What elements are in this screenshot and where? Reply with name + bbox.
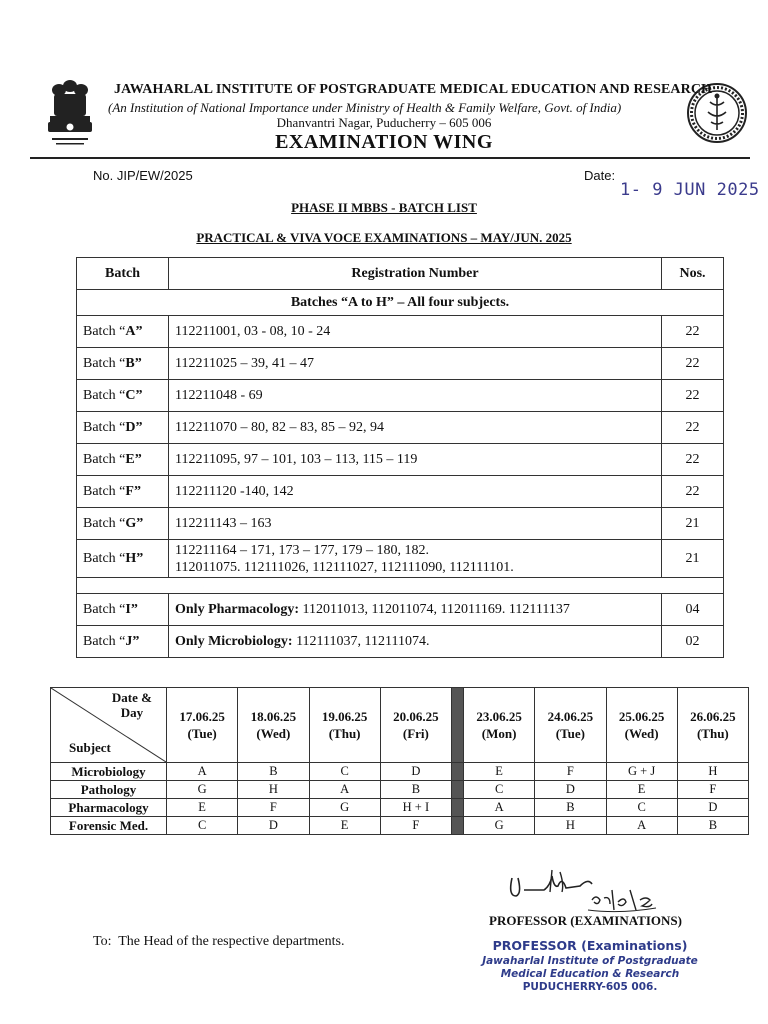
col-header-registration: Registration Number <box>169 258 662 290</box>
batch-assignment: A <box>606 817 677 835</box>
registration-numbers: 112211164 – 171, 173 – 177, 179 – 180, 182. 112011075. 112111026, 112111027, 112111090, 112111101. <box>169 540 662 578</box>
table-row <box>77 412 724 444</box>
schedule-row <box>51 799 749 817</box>
batch-name: Batch “H” <box>77 540 169 578</box>
week-separator <box>452 799 464 817</box>
col-header-batch: Batch <box>77 258 169 290</box>
schedule-row <box>51 763 749 781</box>
corner-date-label: Date & Day <box>111 690 152 720</box>
recipient-line: To: The Head of the respective departments. <box>93 934 345 949</box>
batch-count: 21 <box>662 540 724 578</box>
batch-name: Batch “A” <box>77 316 169 348</box>
batch-count: 04 <box>662 594 724 626</box>
batch-count: 22 <box>662 316 724 348</box>
batch-assignment: H + I <box>380 799 451 817</box>
batch-name: Batch “E” <box>77 444 169 476</box>
schedule-date-header: 23.06.25 (Mon) <box>464 688 535 763</box>
batch-name: Batch “D” <box>77 412 169 444</box>
batch-count: 22 <box>662 412 724 444</box>
header-divider <box>30 157 750 159</box>
batch-name: Batch “B” <box>77 348 169 380</box>
batch-count: 22 <box>662 444 724 476</box>
week-separator <box>452 763 464 781</box>
registration-numbers: 112211001, 03 - 08, 10 - 24 <box>169 316 662 348</box>
batch-assignment: B <box>677 817 748 835</box>
table-row <box>77 316 724 348</box>
batch-assignment: A <box>167 763 238 781</box>
batch-assignment: F <box>535 763 606 781</box>
batch-assignment: H <box>677 763 748 781</box>
institute-address: Dhanvantri Nagar, Puducherry – 605 006 <box>276 115 492 130</box>
batch-assignment: G + J <box>606 763 677 781</box>
registration-numbers: Only Pharmacology: 112011013, 112011074, 112011169. 112111137 <box>169 594 662 626</box>
batch-count: 22 <box>662 380 724 412</box>
schedule-date-header: 19.06.25 (Thu) <box>309 688 380 763</box>
batch-assignment: D <box>535 781 606 799</box>
schedule-date-header: 26.06.25 (Thu) <box>677 688 748 763</box>
batch-assignment: F <box>677 781 748 799</box>
table-row <box>77 508 724 540</box>
batch-assignment: E <box>464 763 535 781</box>
table-row <box>77 380 724 412</box>
batch-count: 22 <box>662 348 724 380</box>
batch-group-label: Batches “A to H” – All four subjects. <box>77 290 724 316</box>
batch-assignment: B <box>380 781 451 799</box>
table-row <box>77 476 724 508</box>
schedule-date-header: 20.06.25 (Fri) <box>380 688 451 763</box>
registration-numbers: 112211095, 97 – 101, 103 – 113, 115 – 119 <box>169 444 662 476</box>
batch-assignment: C <box>464 781 535 799</box>
corner-subject-label: Subject <box>69 740 111 755</box>
batch-assignment: E <box>167 799 238 817</box>
institute-name: JAWAHARLAL INSTITUTE OF POSTGRADUATE MEDICAL EDUCATION AND RESEARCH <box>114 82 713 97</box>
batch-assignment: D <box>380 763 451 781</box>
registration-numbers: 112211025 – 39, 41 – 47 <box>169 348 662 380</box>
week-separator <box>452 688 464 763</box>
batch-count: 22 <box>662 476 724 508</box>
wing-title: EXAMINATION WING <box>275 131 493 153</box>
batch-count: 02 <box>662 626 724 658</box>
batch-assignment: C <box>309 763 380 781</box>
batch-assignment: G <box>167 781 238 799</box>
batch-assignment: F <box>238 799 309 817</box>
batch-table <box>76 257 724 658</box>
batch-list-title: PHASE II MBBS - BATCH LIST <box>291 200 477 215</box>
subject-name: Microbiology <box>51 763 167 781</box>
batch-assignment: C <box>167 817 238 835</box>
batch-name: Batch “J” <box>77 626 169 658</box>
registration-numbers: 112211120 -140, 142 <box>169 476 662 508</box>
subject-name: Forensic Med. <box>51 817 167 835</box>
batch-assignment: C <box>606 799 677 817</box>
batch-name: Batch “F” <box>77 476 169 508</box>
batch-assignment: D <box>238 817 309 835</box>
table-row <box>77 626 724 658</box>
table-row <box>77 594 724 626</box>
batch-assignment: G <box>309 799 380 817</box>
batch-name: Batch “I” <box>77 594 169 626</box>
batch-count: 21 <box>662 508 724 540</box>
registration-numbers: 112211070 – 80, 82 – 83, 85 – 92, 94 <box>169 412 662 444</box>
batch-assignment: H <box>238 781 309 799</box>
batch-assignment: H <box>535 817 606 835</box>
batch-assignment: G <box>464 817 535 835</box>
subject-name: Pathology <box>51 781 167 799</box>
week-separator <box>452 817 464 835</box>
table-row <box>77 444 724 476</box>
schedule-row <box>51 781 749 799</box>
col-header-nos: Nos. <box>662 258 724 290</box>
registration-numbers: Only Microbiology: 112111037, 112111074. <box>169 626 662 658</box>
batch-assignment: B <box>238 763 309 781</box>
batch-assignment: E <box>309 817 380 835</box>
exam-title: PRACTICAL & VIVA VOCE EXAMINATIONS – MAY/JUN. 2025 <box>196 230 572 245</box>
batch-assignment: E <box>606 781 677 799</box>
batch-name: Batch “C” <box>77 380 169 412</box>
table-row <box>77 348 724 380</box>
schedule-table <box>50 687 749 835</box>
batch-assignment: A <box>464 799 535 817</box>
registration-numbers: 112211048 - 69 <box>169 380 662 412</box>
schedule-date-header: 17.06.25 (Tue) <box>167 688 238 763</box>
batch-assignment: F <box>380 817 451 835</box>
week-separator <box>452 781 464 799</box>
table-row <box>77 540 724 578</box>
schedule-row <box>51 817 749 835</box>
signer-title: PROFESSOR (EXAMINATIONS) <box>489 913 682 928</box>
batch-name: Batch “G” <box>77 508 169 540</box>
spacer-row <box>77 578 724 594</box>
batch-assignment: A <box>309 781 380 799</box>
schedule-date-header: 18.06.25 (Wed) <box>238 688 309 763</box>
institute-subtitle: (An Institution of National Importance under Ministry of Health & Family Welfare, Govt. of India) <box>108 100 622 115</box>
signature-mark <box>500 866 660 916</box>
reference-number: No. JIP/EW/2025 <box>93 168 193 183</box>
batch-assignment: D <box>677 799 748 817</box>
schedule-corner-cell <box>51 688 167 763</box>
subject-name: Pharmacology <box>51 799 167 817</box>
official-stamp: PROFESSOR (Examinations) Jawaharlal Institute of Postgraduate Medical Education & Research PUDUCHERRY-605 006. <box>482 938 698 993</box>
schedule-date-header: 24.06.25 (Tue) <box>535 688 606 763</box>
batch-assignment: B <box>535 799 606 817</box>
date-stamp: 1- 9 JUN 2025 <box>620 180 760 200</box>
date-label: Date: <box>584 168 616 183</box>
schedule-date-header: 25.06.25 (Wed) <box>606 688 677 763</box>
registration-numbers: 112211143 – 163 <box>169 508 662 540</box>
